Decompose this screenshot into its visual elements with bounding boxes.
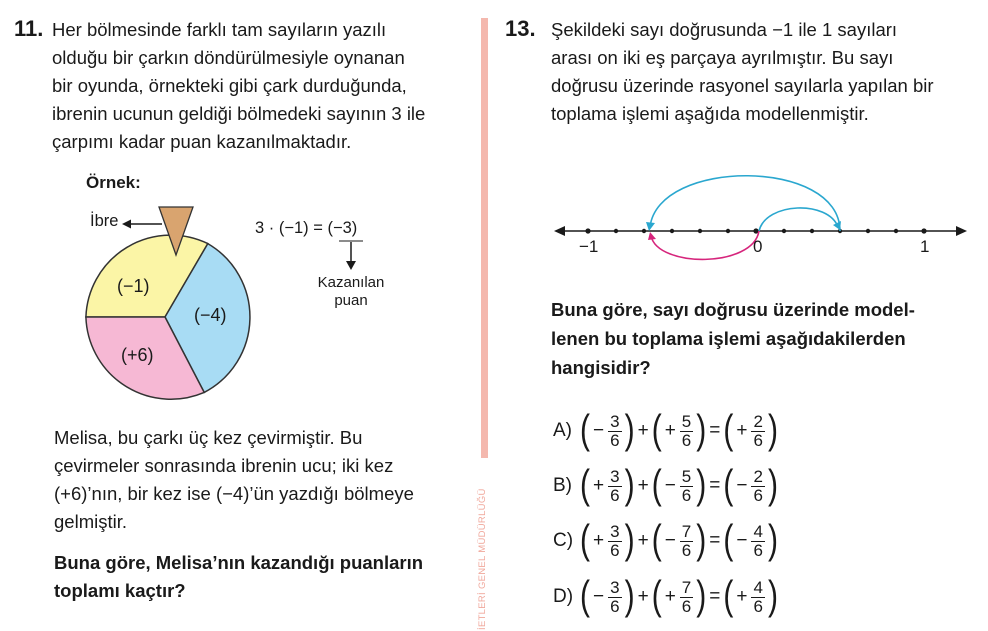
q13-line: Şekildeki sayı doğrusunda −1 ile 1 sayıları (551, 19, 898, 40)
question-13-number: 13. (505, 16, 536, 41)
denominator: 6 (681, 540, 692, 560)
sign: − (664, 530, 676, 551)
label-zero: 0 (753, 237, 763, 256)
option-label: C) (553, 530, 574, 551)
example-formula: 3 · (−1) = (−3) (255, 219, 358, 237)
numerator: 2 (753, 466, 763, 486)
watermark (477, 470, 491, 630)
plus-sign: + (637, 586, 649, 607)
q11-line: bir oyunda, örnekteki gibi çark durduğunda, (52, 75, 407, 96)
q13-prompt-line: Buna göre, sayı doğrusu üzerinde model- (551, 299, 915, 320)
option-b[interactable] (553, 464, 779, 508)
number-line-point (614, 229, 618, 233)
fraction (608, 468, 621, 505)
sign: − (593, 420, 605, 441)
paren-close: ) (696, 518, 707, 563)
denominator: 6 (681, 430, 692, 450)
paren-close: ) (767, 463, 778, 508)
numerator: 3 (610, 577, 620, 597)
q11-line: olduğu bir çarkın döndürülmesiyle oynanan (52, 47, 405, 68)
q11-line: Her bölmesinde farklı tam sayıların yazılı (52, 19, 387, 40)
fraction (680, 468, 693, 505)
number-line-point (698, 229, 702, 233)
option-a[interactable] (553, 409, 779, 453)
number-line-point (782, 229, 786, 233)
q13-prompt-line: lenen bu toplama işlemi aşağıdakilerden (551, 328, 906, 349)
question-13-prompt (551, 295, 981, 382)
pink-arc (651, 231, 759, 259)
pointer-arrow-icon (120, 216, 164, 232)
fraction (751, 468, 764, 505)
denominator: 6 (610, 540, 620, 560)
q13-line: arası on iki eş parçaya ayrılmıştır. Bu sayı (551, 47, 894, 68)
number-line-point (642, 229, 646, 233)
paren-open: ( (651, 408, 662, 453)
q13-line: doğrusu üzerinde rasyonel sayılarla yapılan bir (551, 75, 934, 96)
paren-open: ( (723, 408, 734, 453)
q13-prompt-line: hangisidir? (551, 357, 651, 378)
q11-prompt-line: toplamı kaçtır? (54, 580, 186, 601)
numerator: 3 (610, 466, 620, 486)
right-arrowhead (956, 226, 967, 236)
fraction (680, 413, 693, 450)
column-divider (481, 18, 488, 458)
number-line-point (894, 229, 898, 233)
numerator: 4 (753, 521, 763, 541)
watermark-text: İETLERİ GENEL MÜDÜRLÜĞÜ (477, 488, 488, 630)
fraction (751, 523, 764, 560)
paren-close: ) (767, 574, 778, 619)
number-line-point (726, 229, 730, 233)
q13-line: toplama işlemi aşağıda modellenmiştir. (551, 103, 869, 124)
earned-label-line: puan (334, 292, 368, 309)
q11-body-line: çevirmeler sonrasında ibrenin ucu; iki kez (54, 455, 394, 476)
pointer-label: İbre (90, 212, 119, 230)
option-c[interactable] (553, 519, 779, 563)
paren-open: ( (651, 518, 662, 563)
denominator: 6 (753, 430, 763, 450)
paren-open: ( (580, 408, 590, 453)
q11-body-line: (+6)’nın, bir kez ise (−4)’ün yazdığı bölmeye (54, 483, 414, 504)
number-line-point (810, 229, 814, 233)
plus-sign: + (637, 420, 649, 441)
number-line-point (585, 228, 590, 233)
denominator: 6 (753, 485, 763, 505)
sign: + (664, 586, 676, 607)
numerator: 3 (610, 411, 620, 431)
question-11-text (52, 16, 477, 156)
paren-close: ) (624, 463, 635, 508)
numerator: 5 (681, 466, 692, 486)
paren-close: ) (696, 463, 707, 508)
plus-sign: + (637, 475, 649, 496)
down-arrow-icon (336, 238, 366, 272)
numerator: 4 (753, 577, 763, 597)
denominator: 6 (610, 485, 620, 505)
numerator: 2 (753, 411, 763, 431)
q11-body-line: gelmiştir. (54, 511, 127, 532)
sign: + (736, 420, 748, 441)
sign: + (664, 420, 676, 441)
fraction (751, 579, 764, 616)
sign: + (593, 475, 605, 496)
equals-sign: = (709, 530, 721, 551)
numerator: 7 (681, 577, 692, 597)
q11-line: ibrenin ucunun geldiği bölmedeki sayının 3 ile (52, 103, 426, 124)
q11-body-line: Melisa, bu çarkı üç kez çevirmiştir. Bu (54, 427, 363, 448)
q11-prompt-line: Buna göre, Melisa’nın kazandığı puanların (54, 552, 424, 573)
equals-sign: = (709, 420, 721, 441)
numerator: 7 (681, 521, 692, 541)
sector-label: (+6) (121, 345, 154, 365)
number-line-point (921, 228, 926, 233)
paren-close: ) (767, 408, 778, 453)
blue-arc-large (650, 176, 840, 231)
equals-sign: = (709, 475, 721, 496)
paren-close: ) (624, 408, 635, 453)
option-d[interactable] (553, 575, 779, 619)
paren-open: ( (723, 518, 734, 563)
earned-label-line: Kazanılan (317, 274, 385, 291)
paren-close: ) (696, 574, 707, 619)
paren-open: ( (723, 463, 734, 508)
equals-sign: = (709, 586, 721, 607)
question-11-number: 11. (14, 16, 44, 41)
left-arrowhead (554, 226, 565, 236)
option-label: B) (553, 475, 572, 496)
paren-open: ( (580, 518, 590, 563)
fraction (680, 523, 693, 560)
fraction (608, 413, 621, 450)
denominator: 6 (681, 596, 692, 616)
fraction (751, 413, 764, 450)
paren-open: ( (651, 463, 662, 508)
blue-arc-small (759, 208, 838, 231)
sign: − (736, 475, 748, 496)
number-line-point (670, 229, 674, 233)
numerator: 5 (681, 411, 692, 431)
question-13-text (551, 16, 981, 128)
question-11-prompt (54, 549, 479, 605)
paren-close: ) (767, 518, 778, 563)
sign: − (664, 475, 676, 496)
paren-close: ) (696, 408, 707, 453)
fraction (680, 579, 693, 616)
label-one: 1 (920, 237, 930, 256)
paren-open: ( (580, 463, 590, 508)
paren-open: ( (723, 574, 734, 619)
fraction (608, 523, 621, 560)
paren-open: ( (651, 574, 662, 619)
sign: − (593, 586, 605, 607)
paren-close: ) (624, 518, 635, 563)
sign: + (736, 586, 748, 607)
fraction (608, 579, 621, 616)
paren-close: ) (624, 574, 635, 619)
denominator: 6 (753, 596, 763, 616)
denominator: 6 (681, 485, 692, 505)
numerator: 3 (610, 521, 620, 541)
denominator: 6 (753, 540, 763, 560)
question-11-body (54, 424, 474, 536)
denominator: 6 (610, 596, 620, 616)
denominator: 6 (610, 430, 620, 450)
sector-label: (−4) (194, 305, 227, 325)
paren-open: ( (580, 574, 590, 619)
sign: − (736, 530, 748, 551)
option-label: A) (553, 420, 572, 441)
sign: + (593, 530, 605, 551)
sector-label: (−1) (117, 276, 150, 296)
q11-line: çarpımı kadar puan kazanılmaktadır. (52, 131, 352, 152)
example-label: Örnek: (86, 173, 141, 192)
label-minus-one: −1 (579, 237, 599, 256)
option-label: D) (553, 586, 574, 607)
number-line-point (866, 229, 870, 233)
plus-sign: + (637, 530, 649, 551)
earned-points-label (300, 274, 402, 310)
